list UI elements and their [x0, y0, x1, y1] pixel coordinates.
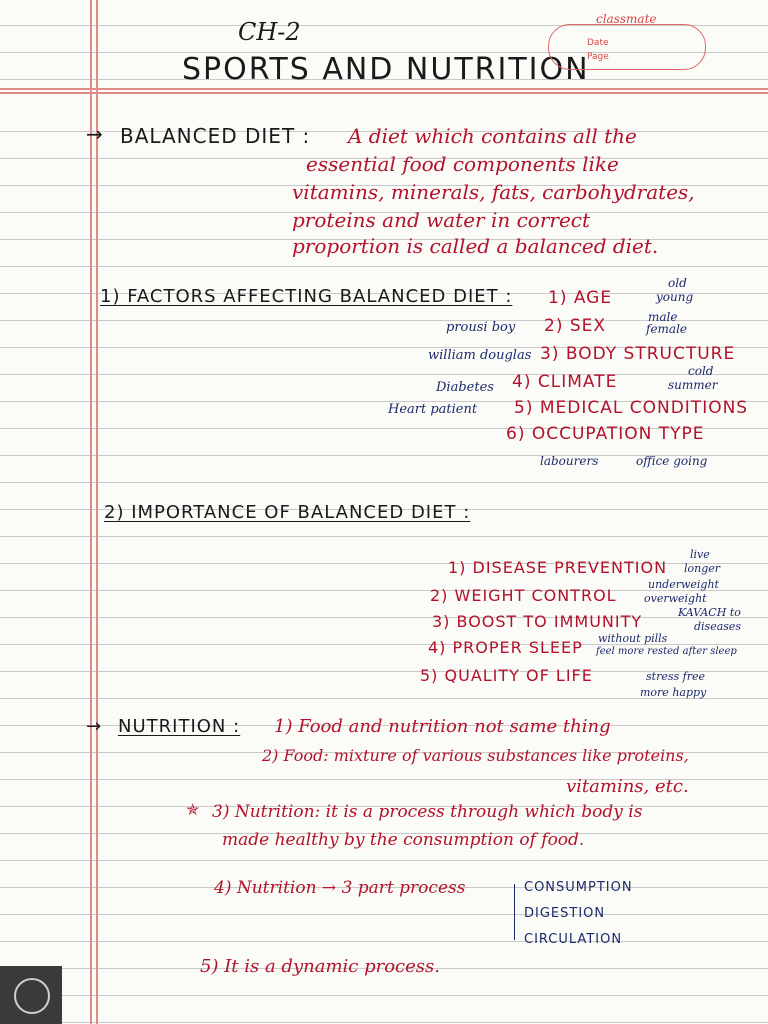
factor-sub: office going — [636, 454, 708, 468]
factor-item: 1) AGE — [548, 288, 613, 308]
header-rule — [0, 88, 768, 90]
factor-sub: female — [646, 322, 688, 336]
brand-stamp — [548, 24, 706, 70]
importance-note: live — [690, 548, 710, 561]
crest-icon — [14, 978, 50, 1014]
brand-name: classmate — [596, 12, 657, 26]
factor-sub: labourers — [540, 454, 599, 468]
importance-heading: 2) IMPORTANCE OF BALANCED DIET : — [104, 502, 471, 523]
importance-note: diseases — [694, 620, 742, 633]
date-label: Date — [587, 38, 609, 48]
importance-note: overweight — [644, 592, 707, 605]
importance-note: more happy — [640, 686, 707, 699]
importance-item: 2) WEIGHT CONTROL — [430, 586, 617, 605]
factor-sub: old — [668, 276, 687, 290]
watermark-logo — [0, 966, 62, 1024]
bullet-arrow-icon: → — [86, 122, 103, 146]
bracket — [514, 884, 523, 940]
factor-sub: young — [656, 290, 694, 304]
process-part: CONSUMPTION — [524, 880, 633, 895]
page-title: SPORTS AND NUTRITION — [182, 52, 590, 87]
page-label: Page — [587, 52, 609, 62]
importance-item: 5) QUALITY OF LIFE — [420, 666, 593, 685]
factor-example: william douglas — [428, 348, 532, 363]
importance-note: longer — [684, 562, 721, 575]
chapter-number: CH-2 — [238, 18, 301, 46]
importance-note: KAVACH to — [678, 606, 741, 619]
importance-item: 1) DISEASE PREVENTION — [448, 558, 668, 577]
factor-example: Diabetes — [436, 380, 494, 395]
nutrition-heading: NUTRITION : — [118, 716, 241, 737]
factors-heading: 1) FACTORS AFFECTING BALANCED DIET : — [100, 286, 513, 307]
margin-line-2 — [96, 0, 98, 1024]
factor-example: prousi boy — [446, 320, 516, 335]
factor-sub: male — [648, 310, 678, 324]
nutrition-point: made healthy by the consumption of food. — [222, 830, 585, 850]
factor-example: Heart patient — [388, 402, 478, 417]
factor-item: 4) CLIMATE — [512, 372, 618, 392]
factor-item: 3) BODY STRUCTURE — [540, 344, 736, 364]
process-part: DIGESTION — [524, 906, 606, 921]
nutrition-point: vitamins, etc. — [566, 776, 689, 797]
factor-sub: summer — [668, 378, 718, 392]
nutrition-point: 4) Nutrition → 3 part process — [214, 878, 466, 898]
bullet-arrow-icon: → — [86, 716, 102, 737]
definition-line: essential food components like — [306, 152, 619, 176]
factor-item: 5) MEDICAL CONDITIONS — [514, 398, 749, 418]
factor-sub: cold — [688, 364, 714, 378]
importance-item: 3) BOOST TO IMMUNITY — [432, 612, 643, 631]
importance-note: stress free — [646, 670, 705, 683]
importance-item: 4) PROPER SLEEP — [428, 638, 583, 657]
header-rule-2 — [0, 92, 768, 94]
definition-line: proportion is called a balanced diet. — [292, 234, 659, 258]
nutrition-point: 1) Food and nutrition not same thing — [274, 716, 611, 737]
star-icon: ✯ — [186, 800, 200, 819]
factor-item: 6) OCCUPATION TYPE — [506, 424, 705, 444]
nutrition-point: 5) It is a dynamic process. — [200, 956, 440, 977]
margin-line — [90, 0, 92, 1024]
definition-line: A diet which contains all the — [348, 124, 637, 148]
nutrition-point: 3) Nutrition: it is a process through which body is — [212, 802, 643, 822]
definition-line: vitamins, minerals, fats, carbohydrates, — [292, 180, 695, 204]
balanced-diet-heading: BALANCED DIET : — [120, 124, 311, 148]
process-part: CIRCULATION — [524, 932, 623, 947]
importance-note: feel more rested after sleep — [596, 646, 737, 657]
nutrition-point: 2) Food: mixture of various substances like proteins, — [262, 746, 689, 765]
factor-item: 2) SEX — [544, 316, 607, 336]
importance-note: without pills — [598, 632, 668, 645]
definition-line: proteins and water in correct — [292, 208, 591, 232]
importance-note: underweight — [648, 578, 719, 591]
